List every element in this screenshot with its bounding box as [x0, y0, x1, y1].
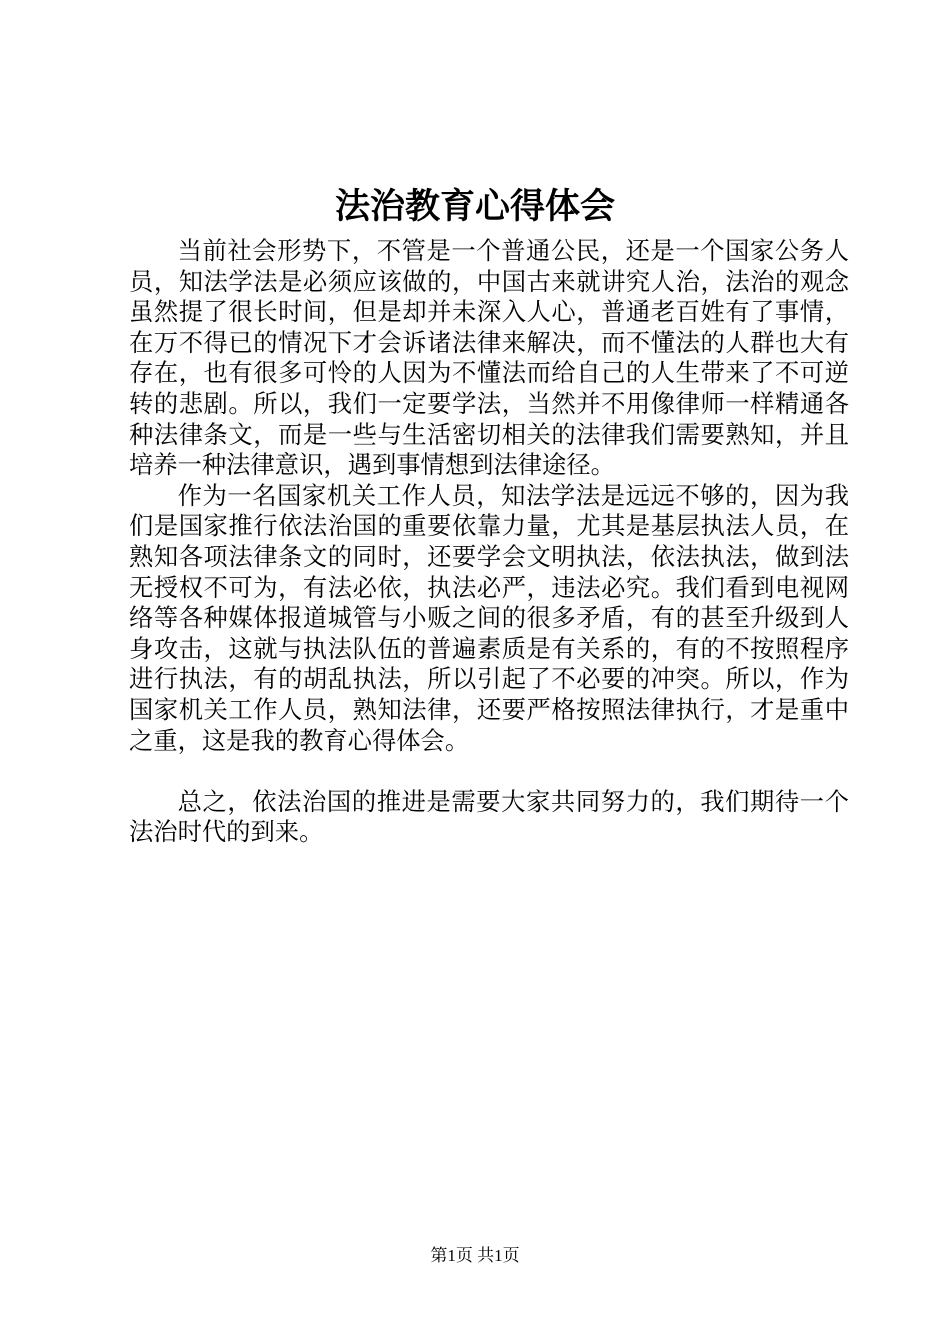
paragraph-1: 当前社会形势下，不管是一个普通公民，还是一个国家公务人员，知法学法是必须应该做的，中国古来就讲究人治，法治的观念虽然提了很长时间，但是却并未深入人心，普通老百姓有了事情，在万不得已的情况下才会诉诸法律来解决，而不懂法的人群也大有存在，也有很多可怜的人因为不懂法而给自己的人生带来了不可逆转的悲剧。所以，我们一定要学法，当然并不用像律师一样精通各种法律条文，而是一些与生活密切相关的法律我们需要熟知，并且培养一种法律意识，遇到事情想到法律途径。 — [129, 236, 849, 480]
page-footer: 第1页 共1页 — [430, 1246, 520, 1265]
paragraph-3: 总之，依法治国的推进是需要大家共同努力的，我们期待一个法治时代的到来。 — [129, 786, 849, 847]
document-body — [129, 236, 849, 848]
document-title: 法治教育心得体会 — [334, 186, 615, 227]
paragraph-2: 作为一名国家机关工作人员，知法学法是远远不够的，因为我们是国家推行依法治国的重要依靠力量，尤其是基层执法人员，在熟知各项法律条文的同时，还要学会文明执法，依法执法，做到法无授权不可为，有法必依，执法必严，违法必究。我们看到电视网络等各种媒体报道城管与小贩之间的很多矛盾，有的甚至升级到人身攻击，这就与执法队伍的普遍素质是有关系的，有的不按照程序进行执法，有的胡乱执法，所以引起了不必要的冲突。所以，作为国家机关工作人员，熟知法律，还要严格按照法律执行，才是重中之重，这是我的教育心得体会。 — [129, 480, 849, 755]
